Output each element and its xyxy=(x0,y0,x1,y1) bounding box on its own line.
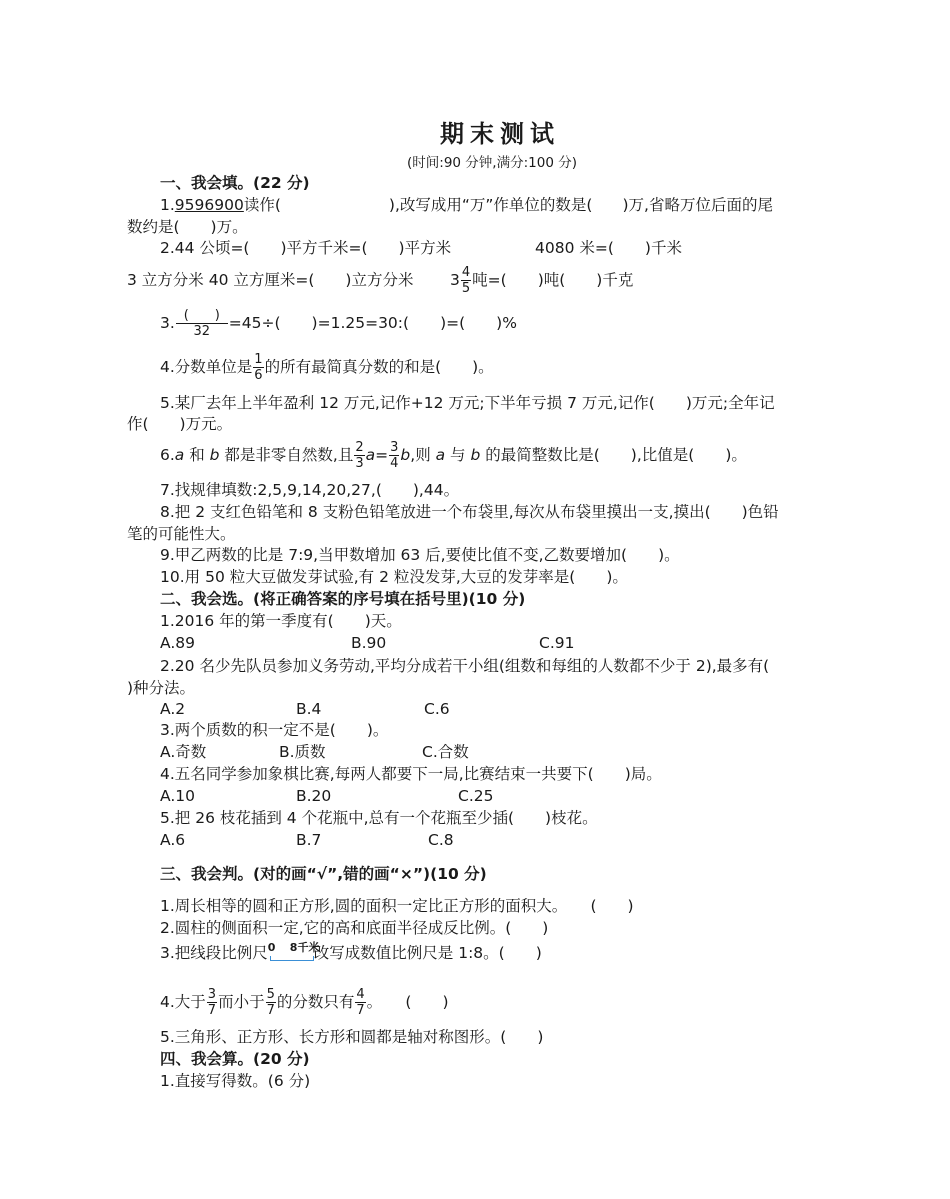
s3-q2: 2.圆柱的侧面积一定,它的高和底面半径成反比例。( ) xyxy=(160,919,549,937)
s1-q6-fraction-1: $\frac{2}{3}$ xyxy=(355,440,364,471)
section-3-title: 三、我会判。(对的画“√”,错的画“×”)(10 分) xyxy=(160,865,487,883)
s1-q2-fraction: $\frac{4}{5}$ xyxy=(461,265,471,296)
s1-q2-line1b: 4080 米=( )千米 xyxy=(535,239,682,257)
s1-q2-line1a: 2.44 公顷=( )平方千米=( )平方米 xyxy=(160,239,452,257)
s1-q5-line1: 5.某厂去年上半年盈利 12 万元,记作+12 万元;下半年亏损 7 万元,记作( )万元;全年记 xyxy=(160,394,775,412)
s2-q2-option-c: C.6 xyxy=(424,700,450,718)
s1-q1-c: )万,省略万位后面的尾 xyxy=(622,196,773,214)
s1-q8-line2: 笔的可能性大。 xyxy=(127,525,236,543)
s2-q2-option-a: A.2 xyxy=(160,700,186,718)
s2-q2-line1: 2.20 名少先队员参加义务劳动,平均分成若干小组(组数和每组的人数都不少于 2),最多有( xyxy=(160,657,770,675)
s2-q5-option-c: C.8 xyxy=(428,831,454,849)
s2-q5-option-a: A.6 xyxy=(160,831,186,849)
s2-q2-line2: )种分法。 xyxy=(127,679,196,697)
s2-q3-option-a: A.奇数 xyxy=(160,743,207,761)
s1-q1-number: 9596900 xyxy=(174,196,244,214)
section-1-title: 一、我会填。(22 分) xyxy=(160,174,310,192)
s2-q5: 5.把 26 枝花插到 4 个花瓶中,总有一个花瓶至少插( )枝花。 xyxy=(160,809,598,827)
s2-q4-option-c: C.25 xyxy=(458,787,494,805)
s1-q10: 10.用 50 粒大豆做发芽试验,有 2 粒没发芽,大豆的发芽率是( )。 xyxy=(160,568,628,586)
s1-q1-line2: 数约是( )万。 xyxy=(127,218,248,236)
s2-q1: 1.2016 年的第一季度有( )天。 xyxy=(160,612,402,630)
s1-q9: 9.甲乙两数的比是 7:9,当甲数增加 63 后,要使比值不变,乙数要增加( )。 xyxy=(160,546,680,564)
s2-q3-option-b: B.质数 xyxy=(279,743,326,761)
s2-q4-option-a: A.10 xyxy=(160,787,195,805)
s3-q3: 3.把线段比例尺 0 8千米 改写成数值比例尺是 1:8。( ) xyxy=(160,940,542,962)
s2-q3: 3.两个质数的积一定不是( )。 xyxy=(160,721,389,739)
page-title: 期末测试 xyxy=(440,120,560,148)
s1-q1-b: ),改写成用“万”作单位的数是( xyxy=(388,196,593,214)
s1-q3: 3. ( ) 32 =45÷( )=1.25=30:( )=( )% xyxy=(160,308,517,339)
s1-q2-line2b: 3 $\frac{4}{5}$ 吨=( )吨( )千克 xyxy=(450,265,634,296)
section-2-title: 二、我会选。(将正确答案的序号填在括号里)(10 分) xyxy=(160,590,526,608)
s2-q1-option-a: A.89 xyxy=(160,634,195,652)
section-4-title: 四、我会算。(20 分) xyxy=(160,1050,310,1068)
s2-q5-option-b: B.7 xyxy=(296,831,322,849)
s2-q2-option-b: B.4 xyxy=(296,700,322,718)
s1-q1-a: 读作( xyxy=(243,196,281,214)
line-scale-figure: 0 8千米 xyxy=(268,944,314,964)
s4-q1: 1.直接写得数。(6 分) xyxy=(160,1072,311,1090)
s2-q4-option-b: B.20 xyxy=(296,787,332,805)
s3-q1: 1.周长相等的圆和正方形,圆的面积一定比正方形的面积大。 ( ) xyxy=(160,897,634,915)
s1-q1-line1 xyxy=(160,195,773,215)
s1-q1-prefix: 1. xyxy=(160,196,175,214)
s1-q5-line2: 作( )万元。 xyxy=(127,415,233,433)
page-subtitle: (时间:90 分钟,满分:100 分) xyxy=(407,155,577,171)
s2-q1-option-c: C.91 xyxy=(539,634,575,652)
s3-q5: 5.三角形、正方形、长方形和圆都是轴对称图形。( ) xyxy=(160,1028,544,1046)
s1-q8-line1: 8.把 2 支红色铅笔和 8 支粉色铅笔放进一个布袋里,每次从布袋里摸出一支,摸出( )色铅 xyxy=(160,503,779,521)
s1-q2-line2a: 3 立方分米 40 立方厘米=( )立方分米 xyxy=(127,271,414,289)
s1-q4-fraction: $\frac{1}{6}$ xyxy=(254,352,263,383)
s1-q3-fraction: ( ) 32 xyxy=(176,308,228,339)
s2-q3-option-c: C.合数 xyxy=(422,743,469,761)
s3-q4: 4.大于 $\frac{3}{7}$ 而小于 $\frac{5}{7}$ 的分数只有 $\frac{4}{7}$ 。 ( ) xyxy=(160,987,449,1018)
s2-q4: 4.五名同学参加象棋比赛,每两人都要下一局,比赛结束一共要下( )局。 xyxy=(160,765,662,783)
s1-q6: 6.a 和 b 都是非零自然数,且 $\frac{2}{3}$ a= $\frac{3}{4}$ b,则 a 与 b 的最简整数比是( ),比值是( )。 xyxy=(160,440,747,471)
s1-q6-fraction-2: $\frac{3}{4}$ xyxy=(390,440,399,471)
s2-q1-option-b: B.90 xyxy=(351,634,387,652)
s1-q7: 7.找规律填数:2,5,9,14,20,27,( ),44。 xyxy=(160,481,460,499)
s1-q4: 4.分数单位是 $\frac{1}{6}$ 的所有最简真分数的和是( )。 xyxy=(160,352,494,383)
